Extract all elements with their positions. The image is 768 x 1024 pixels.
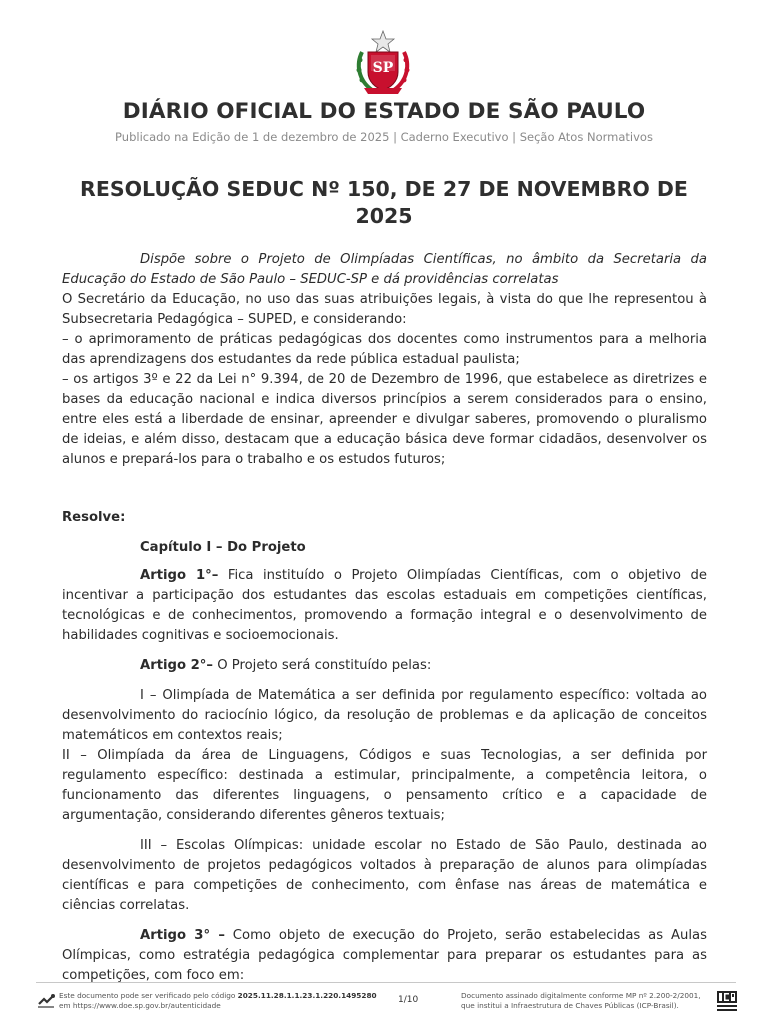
- article-3-label: Artigo 3° –: [140, 928, 225, 943]
- article-1: [62, 566, 707, 646]
- signature-note: [461, 991, 716, 1010]
- summary-paragraph: Dispõe sobre o Projeto de Olimpíadas Científicas, no âmbito da Secretaria da Educação do Estado de São Paulo – SEDUC-SP e dá providências correlatas: [62, 252, 707, 287]
- emblem-letters: SP: [372, 60, 394, 76]
- chapter-heading: Capítulo I – Do Projeto: [140, 540, 306, 555]
- document-body: [62, 250, 707, 986]
- page-footer: [36, 982, 736, 1019]
- verification-code: 2025.11.28.1.1.23.1.220.1495280: [237, 991, 377, 1000]
- article-2-item: III – Escolas Olímpicas: unidade escolar no Estado de São Paulo, destinada ao desenvolvimento de projetos pedagógicos voltados à preparação de alunos para olimpíadas científicas e para competições de conhecimento, com ênfase nas áreas de matemática e ciências correlatas.: [62, 838, 707, 913]
- sao-paulo-coat-of-arms-icon: [352, 30, 414, 96]
- verification-prefix: Este documento pode ser verificado pelo código: [59, 991, 238, 1000]
- article-2-text: O Projeto será constituído pelas:: [213, 658, 432, 673]
- article-3-text: Como objeto de execução do Projeto, serão estabelecidas as Aulas Olímpicas, como estratégia pedagógica complementar para preparar os estudantes para as competições, com foco em:: [62, 928, 707, 983]
- publication-line: Publicado na Edição de 1 de dezembro de 2025 | Caderno Executivo | Seção Atos Normativos: [115, 130, 653, 144]
- resolution-title: RESOLUÇÃO SEDUC Nº 150, DE 27 DE NOVEMBRO DE 2025: [80, 177, 688, 228]
- article-2-label: Artigo 2°–: [140, 658, 213, 673]
- preamble-paragraph: – os artigos 3º e 22 da Lei n° 9.394, de 20 de Dezembro de 1996, que estabelece as diretrizes e bases da educação nacional e indica diversos princípios a serem considerados para o ensino, entre eles está a liberdade de ensinar, apreender e divulgar saberes, promovendo o pluralismo de ideias, e além disso, destacam que a educação básica deve formar cidadãos, desenvolver os alunos e prepará-los para o trabalho e os estudos futuros;: [62, 372, 707, 467]
- page-number: 1/10: [398, 995, 419, 1005]
- signature-line-1: Documento assinado digitalmente conforme MP nº 2.200-2/2001,: [461, 991, 701, 1000]
- resolve-label: Resolve:: [62, 510, 126, 525]
- verification-note: [59, 991, 399, 1010]
- article-3: [62, 926, 707, 986]
- article-1-text: Fica instituído o Projeto Olimpíadas Científicas, com o objetivo de incentivar a participação dos estudantes das escolas estaduais em competições científicas, tecnológicas e de conhecimentos, promovendo a formação integral e o desenvolvimento de habilidades cognitivas e socioemocionais.: [62, 568, 707, 643]
- verification-link[interactable]: em https://www.doe.sp.gov.br/autenticidade: [59, 1000, 221, 1010]
- icp-brasil-logo-icon: [716, 989, 738, 1015]
- signature-line-2: que institui a Infraestrutura de Chaves Públicas (ICP-Brasil).: [461, 1000, 679, 1010]
- article-2-item: I – Olimpíada de Matemática a ser definida por regulamento específico: voltada ao desenvolvimento do raciocínio lógico, da resolução de problemas e da aplicação de conceitos matemáticos em contextos reais;: [62, 688, 707, 743]
- article-2-item: II – Olimpíada da área de Linguagens, Códigos e suas Tecnologias, a ser definida por regulamento específico: destinada a estimular, principalmente, a competência leitora, o funcionamento das diferentes linguagens, o pensamento crítico e a capacidade de argumentação, considerando diferentes gêneros textuais;: [62, 748, 707, 823]
- preamble-paragraph: O Secretário da Educação, no uso das suas atribuições legais, à vista do que lhe representou à Subsecretaria Pedagógica – SUPED, e considerando:: [62, 292, 707, 327]
- article-2: [62, 656, 707, 676]
- article-1-label: Artigo 1°–: [140, 568, 219, 583]
- journal-title: DIÁRIO OFICIAL DO ESTADO DE SÃO PAULO: [122, 99, 646, 124]
- document-verification-icon: [36, 990, 56, 1010]
- preamble-paragraph: – o aprimoramento de práticas pedagógicas dos docentes como instrumentos para a melhoria das aprendizagens dos estudantes da rede pública estadual paulista;: [62, 332, 707, 367]
